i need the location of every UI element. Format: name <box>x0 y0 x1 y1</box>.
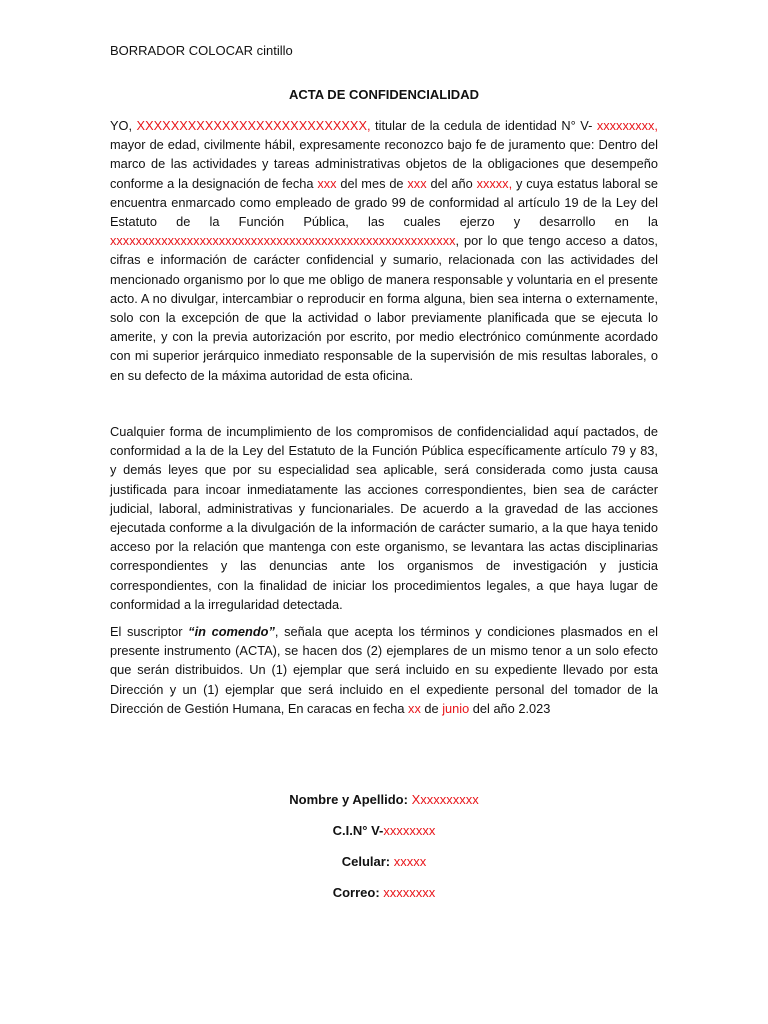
text-segment: YO, <box>110 118 137 133</box>
id-value: xxxxxxxx <box>383 823 436 838</box>
text-segment: titular de la cedula de identidad N° V- <box>370 118 597 133</box>
id-label: C.I.N° V- <box>332 823 384 838</box>
phone-label: Celular: <box>341 854 394 869</box>
signature-name-line <box>110 790 658 809</box>
email-value: xxxxxxxx <box>383 885 436 900</box>
document-title: ACTA DE CONFIDENCIALIDAD <box>289 87 479 102</box>
month-value: junio <box>442 700 470 716</box>
name-placeholder: XXXXXXXXXXXXXXXXXXXXXXXXXXX, <box>136 118 371 133</box>
phone-value: xxxxx <box>393 854 427 869</box>
text-segment: mayor de edad, civilmente hábil, expresamente reconozco bajo fe de juramento que: Dentro del marco de las actividades y tareas administrativas objetos de la obligaciones que desempeño conforme a la designación de fecha <box>110 137 658 191</box>
id-placeholder: xxxxxxxxx, <box>596 118 658 133</box>
emphasis-text: “in comendo” <box>188 624 275 639</box>
name-value: Xxxxxxxxxx <box>411 792 479 807</box>
text-segment: y cuya estatus laboral se encuentra enmarcado como empleado de grado 99 de conformidad al artículo 19 de la Ley del Estatuto de la Función Pública, las cuales ejerzo y desarrollo en la <box>110 175 658 230</box>
paragraph-acceptance <box>110 622 658 718</box>
organization-placeholder: xxxxxxxxxxxxxxxxxxxxxxxxxxxxxxxxxxxxxxxxxxxxxxxxxxxxxx <box>110 233 456 249</box>
paragraph-declaration <box>110 116 658 385</box>
signature-id-line <box>110 821 658 840</box>
text-segment: , por lo que tengo acceso a datos, cifras e información de carácter confidencial y sumario, relacionada con las actividades del mencionado organismo por lo que me obligo de manera responsable y voluntaria en el presente acto. A no divulgar, intercambiar o reproducir en forma alguna, bien sea interna o externamente, solo con la excepción de que la actividad o labor previamente planificada que se ejecuta lo amerite, y con la previa autorización por escrito, por medio electrónico comúnmente acordado con mi superior jerárquico inmediato responsable de la supervisión de mis resultas laborales, o en su defecto de la máxima autoridad de esta oficina. <box>110 233 658 383</box>
text-segment: del mes de <box>336 175 408 191</box>
day-placeholder: xx <box>408 700 421 716</box>
signature-phone-line <box>110 852 658 871</box>
paragraph-breach: Cualquier forma de incumplimiento de los compromisos de confidencialidad aquí pactados, de conformidad a la de la Ley del Estatuto de la Función Pública específicamente artículo 79 y 83, y demás leyes que por su especialidad sea aplicable, será considerada como justa causa justificada para incoar inmediatamente las acciones correspondientes, bien sea de carácter judicial, laboral, administrativas y funcionariales. De acuerdo a la gravedad de las acciones ejecutada conforme a la divulgación de la información de carácter sumario, a la que haya tenido acceso por la relación que mantenga con este organismo, se levantara las actas disciplinarias correspondientes y las denuncias ante los organismos de investigación y justicia correspondientes, con la finalidad de iniciar los procedimientos legales, a que haya lugar de conformidad a la irregularidad detectada. <box>110 424 658 612</box>
signature-email-line <box>110 883 658 902</box>
text-segment: de <box>420 700 443 716</box>
text-segment: del año 2.023 <box>469 700 551 716</box>
text-segment: , señala que acepta los términos y condiciones plasmados en el presente instrumento (ACTA), se hacen dos (2) ejemplares de un mismo tenor a un solo efecto que serán distribuidos. Un (1) ejemplar que será incluido en su expediente llevado por esta Dirección y un (1) ejemplar que será incluido en el expediente personal del tomador de la Dirección de Gestión Humana, En caracas en fecha <box>110 624 658 716</box>
month-placeholder: xxx <box>407 175 427 191</box>
text-segment: del año <box>426 175 477 191</box>
draft-note: BORRADOR COLOCAR cintillo <box>110 43 293 58</box>
text-segment: El suscriptor <box>110 624 189 639</box>
name-label: Nombre y Apellido: <box>289 792 412 807</box>
email-label: Correo: <box>332 885 384 900</box>
day-placeholder: xxx <box>317 175 337 191</box>
year-placeholder: xxxxx, <box>476 175 513 191</box>
